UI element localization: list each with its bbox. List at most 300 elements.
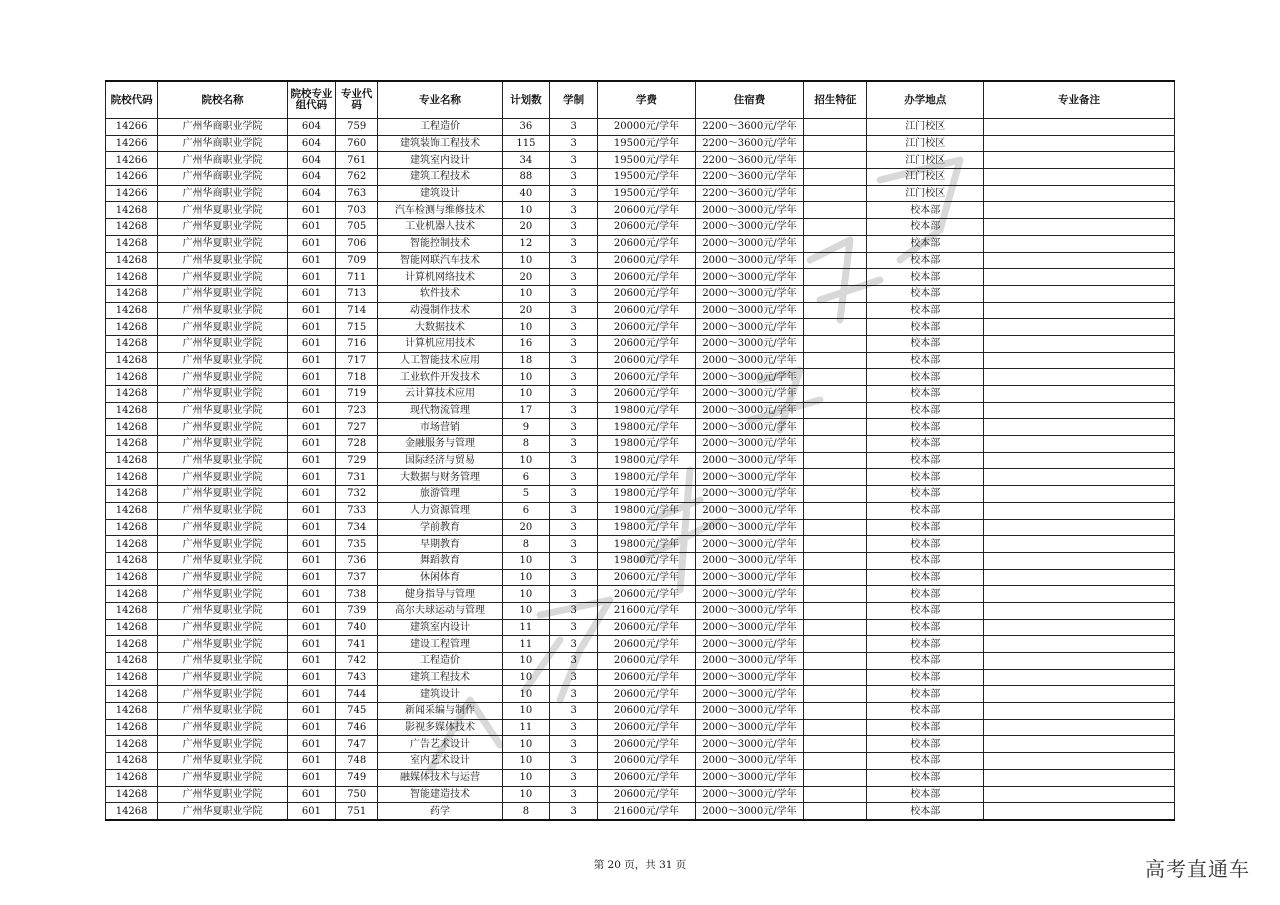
cell-duration: 3	[550, 552, 598, 569]
table-row	[106, 502, 1175, 519]
cell-school-name: 广州华夏职业学院	[158, 352, 288, 369]
cell-major-name: 金融服务与管理	[378, 436, 503, 453]
cell-campus: 校本部	[867, 552, 984, 569]
cell-plan-count: 10	[502, 653, 549, 670]
cell-remarks	[984, 452, 1175, 469]
cell-school-code: 14268	[106, 803, 158, 820]
cell-school-code: 14268	[106, 352, 158, 369]
cell-plan-count: 20	[502, 219, 549, 236]
cell-duration: 3	[550, 369, 598, 386]
cell-campus: 校本部	[867, 653, 984, 670]
cell-tuition: 21600元/学年	[598, 803, 695, 820]
cell-tuition: 20600元/学年	[598, 736, 695, 753]
cell-remarks	[984, 202, 1175, 219]
cell-school-name: 广州华夏职业学院	[158, 386, 288, 403]
cell-school-name: 广州华夏职业学院	[158, 586, 288, 603]
cell-remarks	[984, 185, 1175, 202]
cell-remarks	[984, 769, 1175, 786]
cell-major-code: 717	[336, 352, 378, 369]
table-row	[106, 653, 1175, 670]
cell-tuition: 20600元/学年	[598, 285, 695, 302]
cell-school-code: 14268	[106, 402, 158, 419]
cell-tuition: 20600元/学年	[598, 335, 695, 352]
header-duration: 学制	[550, 81, 598, 119]
cell-campus: 校本部	[867, 703, 984, 720]
cell-accommodation: 2000～3000元/学年	[695, 552, 804, 569]
cell-group-code: 601	[287, 219, 335, 236]
cell-tuition: 20600元/学年	[598, 569, 695, 586]
cell-school-code: 14268	[106, 669, 158, 686]
cell-major-code: 734	[336, 519, 378, 536]
cell-major-code: 705	[336, 219, 378, 236]
table-row	[106, 469, 1175, 486]
cell-school-code: 14268	[106, 419, 158, 436]
cell-duration: 3	[550, 252, 598, 269]
cell-remarks	[984, 686, 1175, 703]
cell-group-code: 601	[287, 753, 335, 770]
cell-remarks	[984, 152, 1175, 169]
cell-remarks	[984, 469, 1175, 486]
cell-group-code: 601	[287, 352, 335, 369]
cell-tuition: 20000元/学年	[598, 119, 695, 136]
cell-tuition: 20600元/学年	[598, 269, 695, 286]
cell-plan-count: 8	[502, 803, 549, 820]
cell-major-code: 735	[336, 536, 378, 553]
cell-group-code: 601	[287, 653, 335, 670]
cell-school-code: 14268	[106, 653, 158, 670]
cell-group-code: 604	[287, 135, 335, 152]
cell-plan-count: 10	[502, 736, 549, 753]
cell-admission-feature	[804, 202, 867, 219]
cell-major-name: 建筑工程技术	[378, 669, 503, 686]
cell-major-name: 动漫制作技术	[378, 302, 503, 319]
cell-group-code: 601	[287, 703, 335, 720]
header-plan-count: 计划数	[502, 81, 549, 119]
cell-tuition: 20600元/学年	[598, 669, 695, 686]
cell-admission-feature	[804, 219, 867, 236]
cell-plan-count: 10	[502, 369, 549, 386]
cell-accommodation: 2000～3000元/学年	[695, 419, 804, 436]
cell-major-name: 广告艺术设计	[378, 736, 503, 753]
cell-tuition: 20600元/学年	[598, 619, 695, 636]
cell-duration: 3	[550, 536, 598, 553]
cell-tuition: 20600元/学年	[598, 252, 695, 269]
cell-duration: 3	[550, 469, 598, 486]
cell-campus: 校本部	[867, 386, 984, 403]
cell-plan-count: 11	[502, 719, 549, 736]
cell-admission-feature	[804, 452, 867, 469]
cell-duration: 3	[550, 669, 598, 686]
cell-duration: 3	[550, 452, 598, 469]
cell-tuition: 20600元/学年	[598, 686, 695, 703]
cell-group-code: 601	[287, 636, 335, 653]
cell-group-code: 601	[287, 402, 335, 419]
cell-tuition: 19500元/学年	[598, 152, 695, 169]
cell-remarks	[984, 402, 1175, 419]
table-row	[106, 219, 1175, 236]
cell-remarks	[984, 502, 1175, 519]
cell-school-code: 14268	[106, 302, 158, 319]
cell-school-code: 14268	[106, 335, 158, 352]
cell-school-name: 广州华商职业学院	[158, 169, 288, 186]
cell-campus: 校本部	[867, 719, 984, 736]
cell-accommodation: 2000～3000元/学年	[695, 602, 804, 619]
cell-group-code: 604	[287, 152, 335, 169]
cell-campus: 校本部	[867, 285, 984, 302]
cell-school-code: 14268	[106, 319, 158, 336]
cell-major-code: 740	[336, 619, 378, 636]
cell-school-code: 14268	[106, 753, 158, 770]
cell-accommodation: 2000～3000元/学年	[695, 703, 804, 720]
cell-major-name: 学前教育	[378, 519, 503, 536]
header-remarks: 专业备注	[984, 81, 1175, 119]
cell-plan-count: 9	[502, 419, 549, 436]
cell-admission-feature	[804, 235, 867, 252]
cell-campus: 校本部	[867, 803, 984, 820]
cell-major-code: 748	[336, 753, 378, 770]
cell-major-name: 人工智能技术应用	[378, 352, 503, 369]
table-row	[106, 769, 1175, 786]
cell-school-code: 14268	[106, 486, 158, 503]
cell-school-code: 14268	[106, 285, 158, 302]
cell-tuition: 19500元/学年	[598, 135, 695, 152]
header-campus: 办学地点	[867, 81, 984, 119]
cell-tuition: 19800元/学年	[598, 519, 695, 536]
cell-school-name: 广州华商职业学院	[158, 135, 288, 152]
cell-remarks	[984, 536, 1175, 553]
cell-duration: 3	[550, 686, 598, 703]
cell-accommodation: 2000～3000元/学年	[695, 386, 804, 403]
cell-major-code: 750	[336, 786, 378, 803]
cell-admission-feature	[804, 185, 867, 202]
cell-group-code: 601	[287, 552, 335, 569]
cell-duration: 3	[550, 169, 598, 186]
cell-accommodation: 2000～3000元/学年	[695, 619, 804, 636]
cell-admission-feature	[804, 119, 867, 136]
cell-school-code: 14268	[106, 252, 158, 269]
cell-major-name: 融媒体技术与运营	[378, 769, 503, 786]
cell-school-code: 14268	[106, 269, 158, 286]
cell-tuition: 20600元/学年	[598, 653, 695, 670]
cell-school-name: 广州华夏职业学院	[158, 436, 288, 453]
cell-school-code: 14268	[106, 386, 158, 403]
cell-major-code: 761	[336, 152, 378, 169]
cell-tuition: 20600元/学年	[598, 302, 695, 319]
cell-major-name: 人力资源管理	[378, 502, 503, 519]
table-row	[106, 536, 1175, 553]
cell-group-code: 601	[287, 586, 335, 603]
cell-admission-feature	[804, 486, 867, 503]
cell-school-name: 广州华夏职业学院	[158, 569, 288, 586]
cell-accommodation: 2000～3000元/学年	[695, 402, 804, 419]
cell-school-code: 14268	[106, 569, 158, 586]
cell-group-code: 601	[287, 619, 335, 636]
cell-campus: 校本部	[867, 352, 984, 369]
cell-school-name: 广州华夏职业学院	[158, 686, 288, 703]
cell-accommodation: 2000～3000元/学年	[695, 736, 804, 753]
cell-accommodation: 2000～3000元/学年	[695, 469, 804, 486]
cell-school-name: 广州华夏职业学院	[158, 319, 288, 336]
cell-major-name: 建筑室内设计	[378, 619, 503, 636]
cell-major-code: 728	[336, 436, 378, 453]
cell-plan-count: 10	[502, 569, 549, 586]
table-row	[106, 569, 1175, 586]
cell-group-code: 601	[287, 519, 335, 536]
header-school-name: 院校名称	[158, 81, 288, 119]
cell-group-code: 601	[287, 252, 335, 269]
page-number: 第 20 页，共 31 页	[593, 859, 687, 871]
cell-accommodation: 2000～3000元/学年	[695, 753, 804, 770]
cell-duration: 3	[550, 386, 598, 403]
table-row	[106, 402, 1175, 419]
cell-accommodation: 2000～3000元/学年	[695, 219, 804, 236]
cell-school-code: 14268	[106, 602, 158, 619]
cell-major-name: 健身指导与管理	[378, 586, 503, 603]
cell-admission-feature	[804, 352, 867, 369]
cell-major-name: 计算机网络技术	[378, 269, 503, 286]
table-row	[106, 386, 1175, 403]
cell-remarks	[984, 235, 1175, 252]
cell-school-name: 广州华夏职业学院	[158, 369, 288, 386]
cell-admission-feature	[804, 619, 867, 636]
cell-major-code: 749	[336, 769, 378, 786]
cell-tuition: 19800元/学年	[598, 552, 695, 569]
cell-school-code: 14266	[106, 135, 158, 152]
cell-school-code: 14268	[106, 619, 158, 636]
cell-campus: 校本部	[867, 252, 984, 269]
cell-accommodation: 2200～3600元/学年	[695, 169, 804, 186]
cell-major-code: 762	[336, 169, 378, 186]
cell-duration: 3	[550, 119, 598, 136]
cell-school-name: 广州华夏职业学院	[158, 803, 288, 820]
cell-school-name: 广州华夏职业学院	[158, 753, 288, 770]
cell-campus: 校本部	[867, 452, 984, 469]
cell-major-name: 建筑设计	[378, 185, 503, 202]
cell-major-code: 711	[336, 269, 378, 286]
cell-campus: 校本部	[867, 319, 984, 336]
cell-admission-feature	[804, 302, 867, 319]
cell-major-name: 国际经济与贸易	[378, 452, 503, 469]
cell-tuition: 19800元/学年	[598, 402, 695, 419]
cell-group-code: 604	[287, 185, 335, 202]
cell-admission-feature	[804, 402, 867, 419]
cell-major-name: 计算机应用技术	[378, 335, 503, 352]
cell-tuition: 19800元/学年	[598, 469, 695, 486]
cell-tuition: 19800元/学年	[598, 536, 695, 553]
table-body	[106, 119, 1175, 820]
cell-accommodation: 2000～3000元/学年	[695, 285, 804, 302]
cell-plan-count: 88	[502, 169, 549, 186]
cell-school-code: 14266	[106, 169, 158, 186]
cell-duration: 3	[550, 152, 598, 169]
cell-school-code: 14268	[106, 536, 158, 553]
cell-tuition: 19800元/学年	[598, 452, 695, 469]
cell-duration: 3	[550, 786, 598, 803]
table-row	[106, 119, 1175, 136]
cell-school-name: 广州华夏职业学院	[158, 769, 288, 786]
table-row	[106, 753, 1175, 770]
cell-admission-feature	[804, 152, 867, 169]
cell-major-name: 高尔夫球运动与管理	[378, 602, 503, 619]
table-row	[106, 185, 1175, 202]
cell-admission-feature	[804, 653, 867, 670]
cell-remarks	[984, 736, 1175, 753]
cell-major-name: 汽车检测与维修技术	[378, 202, 503, 219]
brand-logo-text: 高考直通车	[1145, 857, 1250, 881]
cell-remarks	[984, 169, 1175, 186]
cell-major-code: 746	[336, 719, 378, 736]
cell-duration: 3	[550, 436, 598, 453]
cell-remarks	[984, 569, 1175, 586]
cell-duration: 3	[550, 736, 598, 753]
cell-major-code: 731	[336, 469, 378, 486]
cell-school-code: 14268	[106, 469, 158, 486]
cell-accommodation: 2000～3000元/学年	[695, 252, 804, 269]
cell-tuition: 20600元/学年	[598, 636, 695, 653]
cell-plan-count: 16	[502, 335, 549, 352]
cell-plan-count: 10	[502, 586, 549, 603]
cell-school-code: 14268	[106, 703, 158, 720]
cell-campus: 校本部	[867, 335, 984, 352]
cell-tuition: 19500元/学年	[598, 169, 695, 186]
cell-campus: 校本部	[867, 636, 984, 653]
cell-school-name: 广州华夏职业学院	[158, 602, 288, 619]
cell-duration: 3	[550, 302, 598, 319]
table-row	[106, 169, 1175, 186]
cell-campus: 校本部	[867, 235, 984, 252]
cell-admission-feature	[804, 636, 867, 653]
cell-plan-count: 10	[502, 602, 549, 619]
cell-school-code: 14268	[106, 436, 158, 453]
cell-accommodation: 2000～3000元/学年	[695, 669, 804, 686]
cell-admission-feature	[804, 602, 867, 619]
cell-school-name: 广州华夏职业学院	[158, 302, 288, 319]
header-major-name: 专业名称	[378, 81, 503, 119]
table-row	[106, 719, 1175, 736]
table-row	[106, 602, 1175, 619]
cell-group-code: 601	[287, 536, 335, 553]
cell-school-name: 广州华夏职业学院	[158, 653, 288, 670]
cell-group-code: 601	[287, 419, 335, 436]
cell-plan-count: 10	[502, 552, 549, 569]
table-row	[106, 252, 1175, 269]
cell-group-code: 601	[287, 786, 335, 803]
cell-accommodation: 2000～3000元/学年	[695, 769, 804, 786]
cell-campus: 江门校区	[867, 169, 984, 186]
header-major-code: 专业代码	[336, 81, 378, 119]
cell-admission-feature	[804, 369, 867, 386]
cell-school-name: 广州华夏职业学院	[158, 486, 288, 503]
cell-plan-count: 20	[502, 302, 549, 319]
cell-school-name: 广州华夏职业学院	[158, 669, 288, 686]
table-row	[106, 369, 1175, 386]
cell-school-code: 14268	[106, 586, 158, 603]
cell-plan-count: 12	[502, 235, 549, 252]
cell-major-code: 727	[336, 419, 378, 436]
cell-group-code: 601	[287, 736, 335, 753]
cell-accommodation: 2000～3000元/学年	[695, 502, 804, 519]
cell-admission-feature	[804, 386, 867, 403]
cell-accommodation: 2000～3000元/学年	[695, 335, 804, 352]
cell-major-code: 715	[336, 319, 378, 336]
cell-school-code: 14266	[106, 119, 158, 136]
cell-major-name: 工业软件开发技术	[378, 369, 503, 386]
cell-plan-count: 6	[502, 502, 549, 519]
cell-campus: 校本部	[867, 202, 984, 219]
cell-major-name: 软件技术	[378, 285, 503, 302]
cell-school-code: 14268	[106, 369, 158, 386]
cell-accommodation: 2000～3000元/学年	[695, 536, 804, 553]
cell-tuition: 20600元/学年	[598, 386, 695, 403]
cell-admission-feature	[804, 569, 867, 586]
cell-duration: 3	[550, 586, 598, 603]
cell-remarks	[984, 252, 1175, 269]
cell-duration: 3	[550, 803, 598, 820]
cell-accommodation: 2000～3000元/学年	[695, 452, 804, 469]
cell-campus: 校本部	[867, 602, 984, 619]
cell-admission-feature	[804, 703, 867, 720]
cell-remarks	[984, 653, 1175, 670]
cell-major-name: 云计算技术应用	[378, 386, 503, 403]
table-row	[106, 135, 1175, 152]
cell-remarks	[984, 352, 1175, 369]
cell-remarks	[984, 319, 1175, 336]
table-row	[106, 335, 1175, 352]
cell-plan-count: 10	[502, 769, 549, 786]
cell-school-name: 广州华夏职业学院	[158, 469, 288, 486]
cell-major-name: 建筑装饰工程技术	[378, 135, 503, 152]
cell-plan-count: 10	[502, 669, 549, 686]
cell-campus: 校本部	[867, 686, 984, 703]
cell-group-code: 601	[287, 285, 335, 302]
table-row	[106, 202, 1175, 219]
cell-duration: 3	[550, 769, 598, 786]
cell-accommodation: 2000～3000元/学年	[695, 686, 804, 703]
table-row	[106, 419, 1175, 436]
cell-remarks	[984, 803, 1175, 820]
table-row	[106, 302, 1175, 319]
cell-plan-count: 8	[502, 436, 549, 453]
cell-duration: 3	[550, 319, 598, 336]
cell-plan-count: 6	[502, 469, 549, 486]
cell-campus: 校本部	[867, 486, 984, 503]
cell-major-code: 723	[336, 402, 378, 419]
cell-group-code: 601	[287, 502, 335, 519]
cell-school-name: 广州华夏职业学院	[158, 335, 288, 352]
cell-plan-count: 36	[502, 119, 549, 136]
cell-plan-count: 20	[502, 269, 549, 286]
cell-school-name: 广州华商职业学院	[158, 152, 288, 169]
cell-school-name: 广州华夏职业学院	[158, 269, 288, 286]
cell-school-name: 广州华夏职业学院	[158, 703, 288, 720]
cell-remarks	[984, 302, 1175, 319]
cell-group-code: 601	[287, 486, 335, 503]
cell-admission-feature	[804, 753, 867, 770]
cell-admission-feature	[804, 335, 867, 352]
cell-major-code: 744	[336, 686, 378, 703]
cell-school-code: 14268	[106, 636, 158, 653]
cell-campus: 校本部	[867, 502, 984, 519]
cell-duration: 3	[550, 135, 598, 152]
cell-duration: 3	[550, 269, 598, 286]
cell-plan-count: 11	[502, 619, 549, 636]
header-admission-feature: 招生特征	[804, 81, 867, 119]
cell-major-name: 工程造价	[378, 653, 503, 670]
header-group-code: 院校专业组代码	[287, 81, 335, 119]
cell-remarks	[984, 335, 1175, 352]
cell-group-code: 601	[287, 386, 335, 403]
cell-remarks	[984, 636, 1175, 653]
